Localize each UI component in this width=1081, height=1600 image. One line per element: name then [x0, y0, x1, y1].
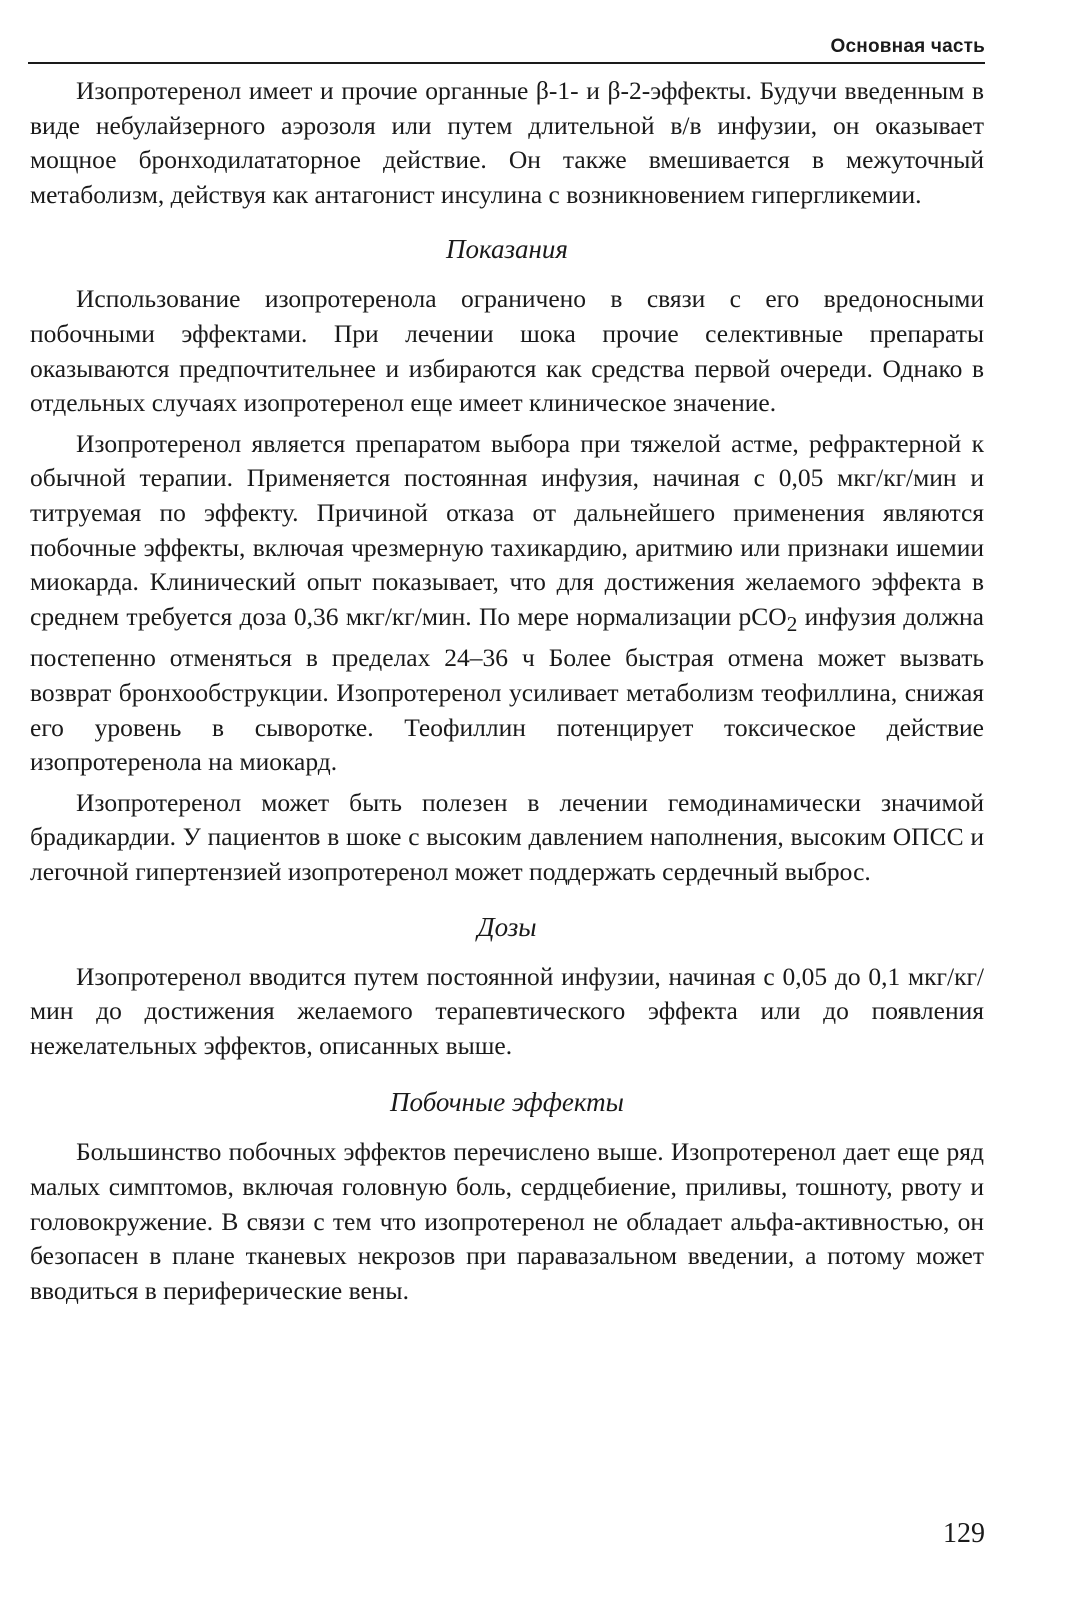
indications-paragraph-2 — [30, 427, 984, 780]
doses-paragraph: Изопротеренол вводится путем постоянной инфузии, начиная с 0,05 до 0,1 мкг/кг/мин до достижения желаемого терапевтического эффекта или до появления нежелательных эффектов, описанных выше. — [30, 961, 984, 1060]
heading-indications: Показания — [446, 234, 568, 265]
side-effects-paragraph: Большинство побочных эффектов перечислено выше. Изопротеренол дает еще ряд малых симптомов, включая головную боль, сердцебиение, приливы, тошноту, рвоту и головокружение. В связи с тем что изопротеренол не обладает альфа-активностью, он безопасен в плане тканевых некрозов при паравазальном введении, а потому может вводиться в периферические вены. — [30, 1137, 984, 1305]
paragraph-text-continued: инфузия должна постепенно отменяться в пределах 24–36 ч Более быстрая отмена может вызвать возврат бронхообструкции. Изопротеренол усиливает метаболизм теофиллина, снижая его уровень в сыворотке. Теофиллин потенцирует токсическое действие изопротеренола на миокард. — [30, 601, 984, 777]
heading-doses: Дозы — [477, 911, 537, 942]
subscript-text: 2 — [786, 611, 798, 636]
paragraph-text: Изопротеренол является препаратом выбора при тяжелой астме, рефрактерной к обычной терапии. Применяется постоянная инфузия, начиная с 0,05 мкг/кг/мин и титруемая по эффекту. Причиной отказа от дальнейшего применения являются побочные эффекты, включая чрезмерную тахикардию, аритмию или признаки ишемии миокарда. Клинический опыт показывает, что для достижения желаемого эффекта в среднем требуется доза 0,36 мкг/кг/мин. По мере нормализации pCO — [30, 428, 984, 631]
page-content — [30, 74, 984, 1308]
page-number: 129 — [943, 1518, 985, 1549]
indications-paragraph-3: Изопротеренол может быть полезен в лечении гемодинамически значимой брадикардии. У пациентов в шоке с высоким давлением наполнения, высоким ОПСС и легочной гипертензией изопротеренол может поддержать сердечный выброс. — [30, 787, 984, 886]
indications-paragraph-1: Использование изопротеренола ограничено в связи с его вредоносными побочными эффектами. При лечении шока прочие селективные препараты оказываются предпочтительнее и избираются как средства первой очереди. Однако в отдельных случаях изопротеренол еще имеет клиническое значение. — [30, 284, 984, 418]
heading-side-effects: Побочные эффекты — [390, 1087, 624, 1118]
header-rule — [28, 62, 985, 64]
running-header: Основная часть — [830, 36, 985, 57]
intro-paragraph: Изопротеренол имеет и прочие органные β-1- и β-2-эффекты. Будучи введенным в виде небулайзерного аэрозоля или путем длительной в/в инфузии, он оказывает мощное бронходилататорное действие. Он также вмешивается в межуточный метаболизм, действуя как антагонист инсулина с возникновением гипергликемии. — [30, 76, 984, 209]
